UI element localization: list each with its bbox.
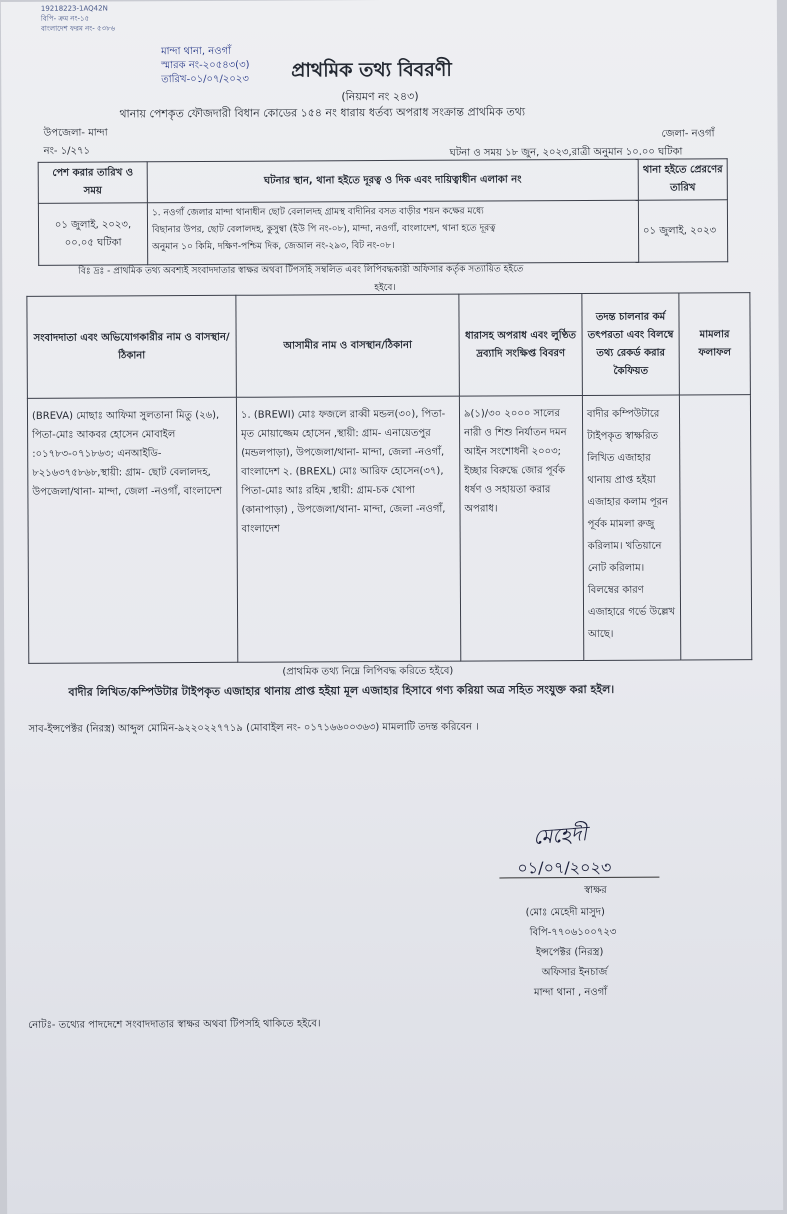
- officer-role: অফিসার ইনচার্জ: [541, 966, 608, 979]
- attachment-statement: বাদীর লিখিত/কম্পিউটার টাইপকৃত এজাহার থানায় প্রাপ্ত হইয়া মূল এজাহার হিসাবে গণ্য করিয়া অত্র সহিত সংযুক্ত করা হইল।: [68, 682, 615, 699]
- ref-date: তারিখ-০১/০৭/২০২৩: [161, 73, 249, 86]
- case-details-table: [26, 292, 752, 664]
- stamp-line: বিপি- ক্রম নং-১৫: [40, 14, 90, 23]
- col-header: সংবাদদাতা এবং অভিযোগকারীর নাম ও বাসস্থান/ঠিকানা: [27, 295, 237, 398]
- stamp-line: বাংলাদেশ ফরম নং- ৫৩৮৬: [40, 24, 116, 33]
- col-header: মামলার ফলাফল: [679, 293, 751, 395]
- submission-table: [38, 158, 729, 266]
- col-header: আসামীর নাম ও বাসস্থান/ঠিকানা: [236, 294, 460, 397]
- col-header: পেশ করার তারিখ ও সময়: [38, 162, 147, 204]
- signature-label: স্বাক্ষর: [584, 884, 607, 896]
- officer-station: মান্দা থানা , নওগাঁ: [533, 986, 608, 999]
- col-header: ঘটনার স্থান, থানা হইতে দূরত্ব ও দিক এবং দায়িত্বাধীন এলাকা নং: [147, 159, 638, 203]
- officer-rank: ইন্সপেক্টর (নিরস্ত্র): [535, 946, 604, 959]
- handwritten-ref: [161, 45, 250, 87]
- col-header: থানা হইতে প্রেরণের তারিখ: [638, 159, 727, 200]
- note-below-table: (প্রাথমিক তথ্য নিম্নে লিপিবদ্ধ করিতে হইবে): [282, 665, 454, 678]
- place-line: অনুমান ১০ কিমি, দক্ষিণ-পশ্চিম দিক, জেআল নং-২৯৩, বিট নং-০৮।: [152, 240, 395, 253]
- incident-place: [147, 200, 638, 265]
- accused-cell: ১. (BREWI) মোঃ ফজলে রাব্বী মন্ডল(৩০), পিতা-মৃত মোয়াজ্জেম হোসেন ,স্থায়ী: গ্রাম- এনায়েতপুর (মন্ডলপাড়া), উপজেলা/থানা- মান্দা, জেলা -নওগাঁ, বাংলাদেশ ২. (BREXL) মোঃ আরিফ হোসেন(৩৭), পিতা-মোঃ আঃ রহিম ,স্থায়ী: গ্রাম-চক খোপা (কানাপাড়া) , উপজেলা/থানা- মান্দা, জেলা -নওগাঁ, বাংলাদেশ: [236, 396, 460, 662]
- document-page: [1, 0, 783, 1214]
- col-header: তদন্ত চালনার কর্ম তৎপরতা এবং বিলম্বে তথ্য রেকর্ড করার কৈফিয়ত: [582, 293, 680, 396]
- top-stamp: [41, 3, 115, 33]
- upazila-label: উপজেলা- মান্দা: [43, 127, 108, 139]
- page-subtitle: থানায় পেশকৃত ফৌজদারী বিধান কোডের ১৫৪ নং ধারায় ধর্তব্য অপরাধ সংক্রান্ত প্রাথমিক তথ্য: [119, 105, 526, 121]
- note-attestation: বিঃ দ্রঃ - প্রাথমিক তথ্য অবশ্যই সংবাদদাতার স্বাক্ষর অথবা টিপসহি সম্বলিত এবং লিপিবদ্ধকারী অফিসার কর্তৃক সত্যায়িত হইতে: [78, 264, 524, 277]
- officer-bp: বিপি-৭৭০৬১০০৭২৩: [529, 926, 617, 939]
- investigator-assignment: সাব-ইন্সপেক্টর (নিরস্ত্র) আব্দুল মোমিন-৯২২০২২৭৭১৯ (মোবাইল নং- ০১৭১৬৬০০৩৬৩) মামলাটি তদন্ত করিবেন ।: [28, 721, 479, 735]
- sent-date: ০১ জুলাই, ২০২৩: [638, 200, 727, 262]
- case-number: নং- ১/২৭১: [43, 145, 91, 157]
- signature-date: ০১/০৭/২০২৩: [517, 857, 612, 878]
- stamp-line: 19218223-1AQ42N: [40, 4, 108, 13]
- ref-station: মান্দা থানা, নওগাঁ: [161, 45, 232, 58]
- page-title: প্রাথমিক তথ্য বিবরণী: [291, 58, 452, 82]
- footnote: নোটঃ- তথ্যের পাদদেশে সংবাদদাতার স্বাক্ষর অথবা টিপসহি থাকিতে হইবে।: [28, 1018, 321, 1031]
- note-attestation-end: হইবে।: [374, 282, 396, 294]
- submit-datetime: ০১ জুলাই, ২০২৩, ০০.০৫ ঘটিকা: [38, 203, 147, 266]
- action-cell: বাদীর কম্পিউটারে টাইপকৃত স্বাক্ষরিত লিখিত এজাহার থানায় প্রাপ্ত হইয়া এজাহার কলাম পূরন পূর্বক মামলা রুজু করিলাম। খতিয়ানে নোট করিলাম। বিলম্বের কারণ এজাহারে গর্ভে উল্লেখ আছে।: [582, 395, 680, 661]
- place-line: ১. নওগাঁ জেলার মান্দা থানাধীন ছোট বেলালদহ গ্রামস্থ বাদীনির বসত বাড়ীর শয়ন কক্ষের মধ্যে: [151, 206, 484, 219]
- incident-time: ঘটনা ও সময় ১৮ জুন, ২০২৩,রাত্রী অনুমান ১০.০০ ঘটিকা: [449, 146, 683, 159]
- place-line: বিছানার উপর, ছোট বেলালদহ, কুসুম্বা (ইউ পি নং-০৮), মান্দা, নওগাঁ, বাংলাদেশ, থানা হতে দূরত্ব: [152, 223, 496, 236]
- informant-cell: (BREVA) মোছাঃ আফিমা সুলতানা মিতু (২৬), পিতা-মোঃ আকবর হোসেন মোবাইল :০১৭৮৩-০৭১৮৬৩; এনআইডি- ৮২১৬৩৭৫৮৬৮,স্থায়ী: গ্রাম- ছোট বেলালদহ, উপজেলা/থানা- মান্দা, জেলা -নওগাঁ, বাংলাদেশ: [27, 397, 237, 663]
- handwritten-signature: মেহেদী: [532, 821, 588, 850]
- col-header: ধারাসহ অপরাধ এবং লুণ্ঠিত দ্রব্যাদি সংক্ষিপ্ত বিবরণ: [459, 294, 583, 397]
- rule-number: (নিয়মণ নং ২৪৩): [341, 89, 419, 104]
- officer-name: (মোঃ মেহেদী মাসুদ): [525, 906, 605, 919]
- district-label: জেলা- নওগাঁ: [661, 128, 715, 140]
- result-cell: [679, 395, 751, 660]
- offense-cell: ৯(১)/৩০ ২০০০ সালের নারী ও শিশু নির্যাতন দমন আইন সংশোধনী ২০০৩; ইচ্ছার বিরুদ্ধে জোর পূর্বক ধর্ষণ ও সহায়তা করার অপরাধ।: [459, 396, 583, 662]
- ref-number: স্মারক নং-২০৫৪৩(৩): [161, 59, 250, 72]
